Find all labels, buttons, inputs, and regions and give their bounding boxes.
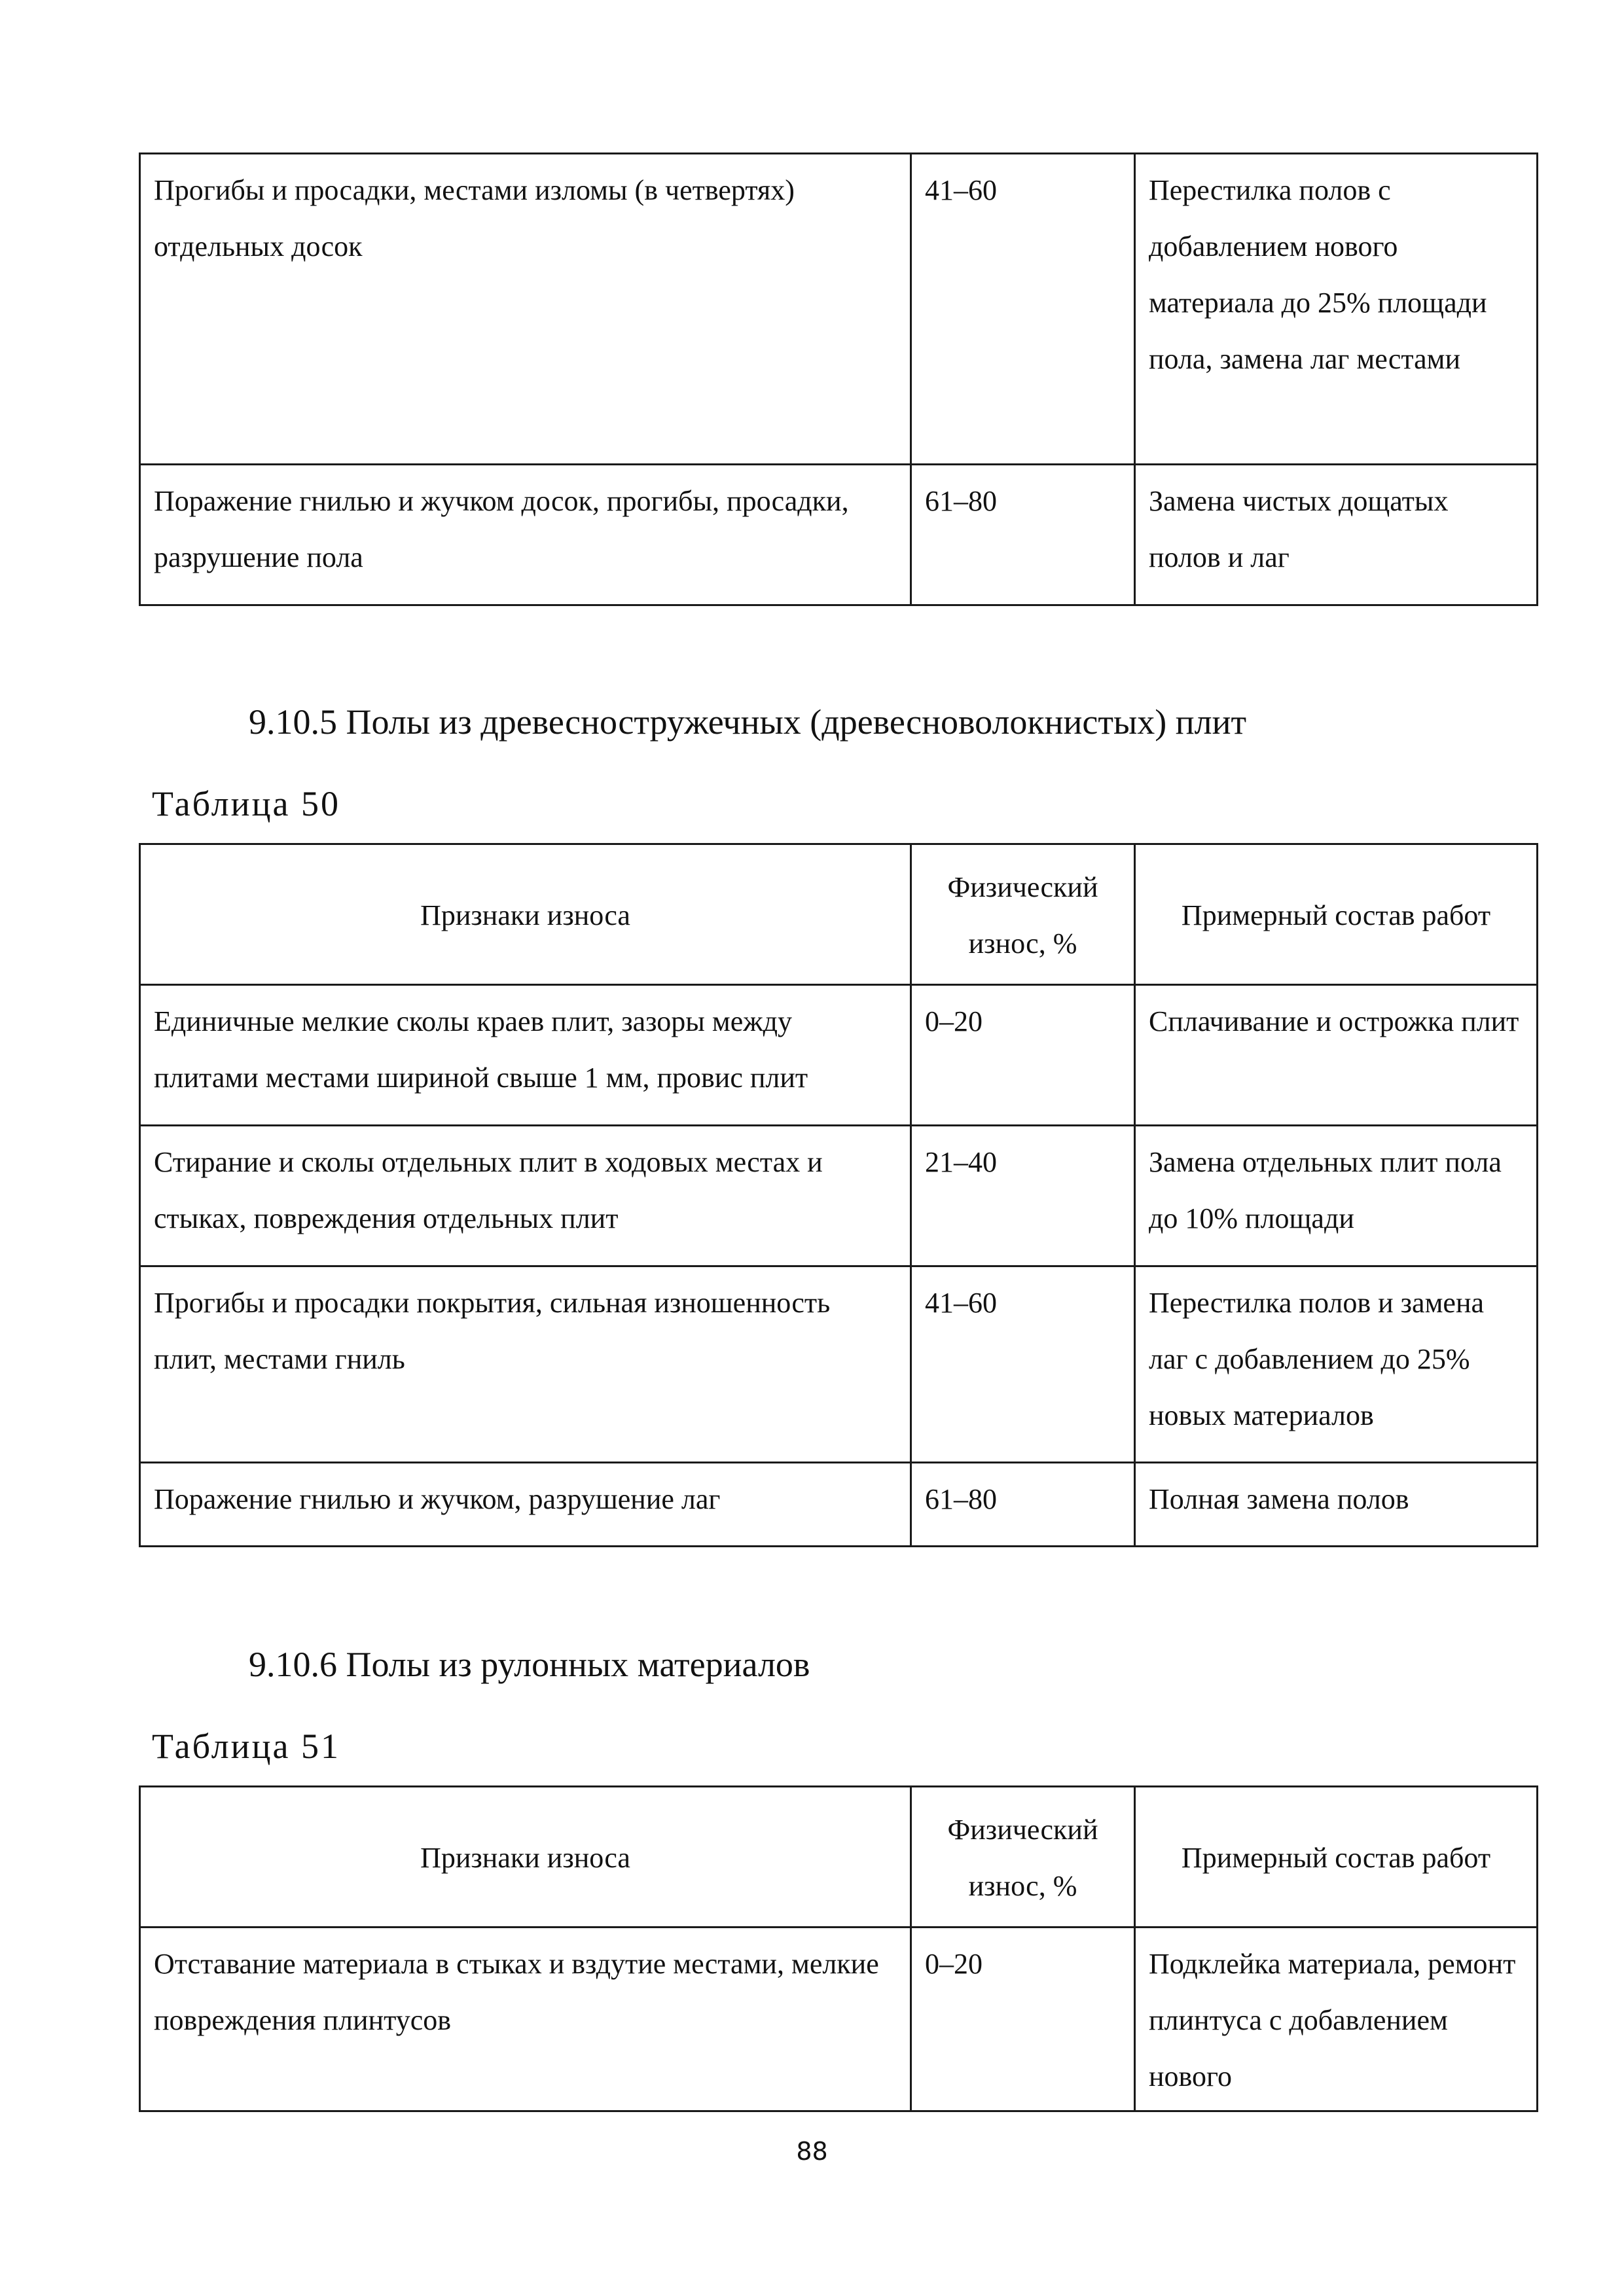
works-cell: Перестилка полов с добавлением нового материала до 25% площади пола, замена лаг местами: [1135, 154, 1538, 465]
header-wear: [911, 1787, 1135, 1928]
header-wear-line2: износ, %: [968, 927, 1077, 960]
signs-cell: Отставание материала в стыках и вздутие местами, мелкие повреждения плинтусов: [140, 1928, 911, 2111]
table-header-row: [140, 844, 1538, 985]
table-row: [140, 1928, 1538, 2111]
section-heading-9-10-5: 9.10.5 Полы из древесностружечных (древесноволокнистых) плит: [249, 702, 1247, 742]
table-header-row: [140, 1787, 1538, 1928]
table-row: [140, 1126, 1538, 1266]
works-cell: Полная замена полов: [1135, 1463, 1538, 1547]
table-caption-51: Таблица 51: [152, 1727, 340, 1766]
section-heading-9-10-6: 9.10.6 Полы из рулонных материалов: [249, 1645, 810, 1684]
header-signs: Признаки износа: [140, 1787, 911, 1928]
works-cell: Сплачивание и острожка плит: [1135, 985, 1538, 1126]
signs-cell: Стирание и сколы отдельных плит в ходовых местах и стыках, повреждения отдельных плит: [140, 1126, 911, 1266]
header-wear: [911, 844, 1135, 985]
wear-cell: 61–80: [911, 1463, 1135, 1547]
signs-cell: Поражение гнилью и жучком досок, прогибы, просадки, разрушение пола: [140, 465, 911, 605]
works-cell: Замена отдельных плит пола до 10% площади: [1135, 1126, 1538, 1266]
header-wear-line1: Физический: [947, 871, 1098, 903]
wear-cell: 41–60: [911, 1266, 1135, 1463]
header-signs: Признаки износа: [140, 844, 911, 985]
header-wear-line1: Физический: [947, 1814, 1098, 1846]
table-row: [140, 154, 1538, 465]
signs-cell: Поражение гнилью и жучком, разрушение лаг: [140, 1463, 911, 1547]
table-row: [140, 465, 1538, 605]
works-cell: Подклейка материала, ремонт плинтуса с добавлением нового: [1135, 1928, 1538, 2111]
wear-cell: 61–80: [911, 465, 1135, 605]
header-wear-line2: износ, %: [968, 1870, 1077, 1902]
signs-cell: Прогибы и просадки, местами изломы (в четвертях) отдельных досок: [140, 154, 911, 465]
wear-cell: 41–60: [911, 154, 1135, 465]
header-works: Примерный состав работ: [1135, 1787, 1538, 1928]
table-row: [140, 985, 1538, 1126]
continued-table: [139, 152, 1538, 606]
wear-cell: 0–20: [911, 1928, 1135, 2111]
signs-cell: Прогибы и просадки покрытия, сильная изношенность плит, местами гниль: [140, 1266, 911, 1463]
table-row: [140, 1463, 1538, 1547]
works-cell: Замена чистых дощатых полов и лаг: [1135, 465, 1538, 605]
wear-cell: 0–20: [911, 985, 1135, 1126]
table-row: [140, 1266, 1538, 1463]
works-cell: Перестилка полов и замена лаг с добавлением до 25% новых материалов: [1135, 1266, 1538, 1463]
signs-cell: Единичные мелкие сколы краев плит, зазоры между плитами местами шириной свыше 1 мм, провис плит: [140, 985, 911, 1126]
page-number: 88: [796, 2137, 828, 2166]
table-50: [139, 843, 1538, 1547]
header-works: Примерный состав работ: [1135, 844, 1538, 985]
table-caption-50: Таблица 50: [152, 784, 340, 823]
table-51: [139, 1785, 1538, 2112]
wear-cell: 21–40: [911, 1126, 1135, 1266]
